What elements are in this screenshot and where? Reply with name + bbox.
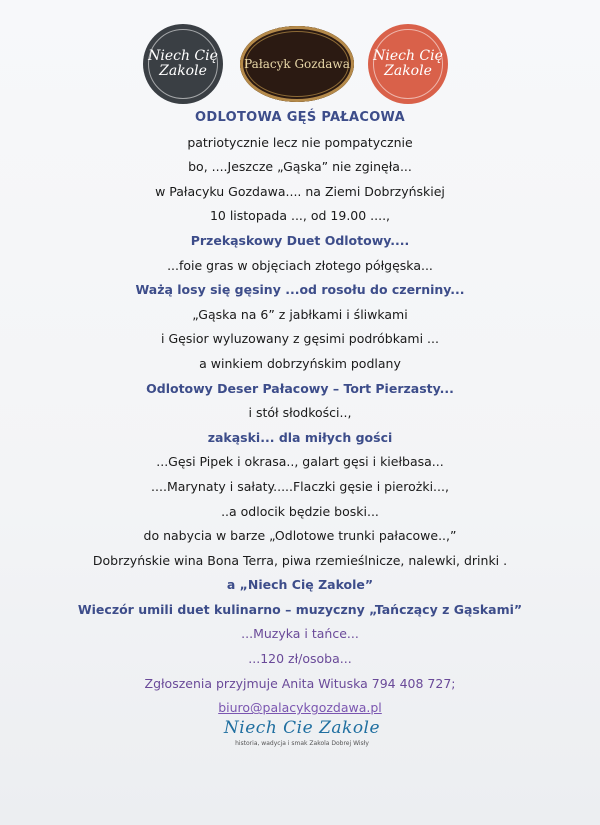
text-line: w Pałacyku Gozdawa.... na Ziemi Dobrzyńskiej — [155, 183, 445, 199]
logo-row — [0, 22, 600, 104]
menu-text — [0, 106, 600, 721]
section-heading: Przekąskowy Duet Odlotowy.... — [190, 232, 410, 248]
text-line: 10 listopada ..., od 19.00 ...., — [209, 208, 391, 224]
text-line: ...Gęsi Pipek i okrasa.., galart gęsi i kiełbasa... — [156, 454, 444, 470]
text-line: patriotycznie lecz nie pompatycznie — [187, 134, 413, 150]
section-heading: zakąski... dla miłych gości — [207, 429, 393, 445]
text-line: do nabycia w barze „Odlotowe trunki pałacowe..,” — [143, 528, 457, 544]
text-line: ...foie gras w objęciach złotego półgęska... — [167, 257, 433, 273]
section-heading: Ważą losy się gęsiny ...od rosołu do czerniny... — [135, 282, 465, 298]
poster-title: ODLOTOWA GĘŚ PAŁACOWA — [195, 110, 405, 125]
text-line: ...120 zł/osoba... — [248, 651, 352, 667]
text-line: ..a odlocik będzie boski... — [221, 503, 379, 519]
niech-cie-zakole-badge-dark — [143, 24, 223, 104]
niech-cie-zakole-badge-red — [368, 24, 448, 104]
section-heading: Odlotowy Deser Pałacowy – Tort Pierzasty... — [146, 380, 454, 396]
text-line: i Gęsior wyluzowany z gęsimi podróbkami ... — [161, 331, 439, 347]
palacyk-gozdawa-logo-text: Pałacyk Gozdawa — [244, 57, 350, 71]
text-line: a winkiem dobrzyńskim podlany — [199, 355, 401, 371]
niech-cie-zakole-footer-logo — [222, 718, 382, 774]
text-line: ....Marynaty i sałaty.....Flaczki gęsie i pierożki..., — [151, 478, 449, 494]
text-line: ...Muzyka i tańce... — [241, 626, 359, 642]
email-link[interactable]: biuro@palacykgozdawa.pl — [218, 700, 382, 716]
text-line: „Gąska na 6” z jabłkami i śliwkami — [192, 306, 408, 322]
badge-right-text: Niech Cię Zakole — [373, 48, 443, 79]
contact-line: Zgłoszenia przyjmuje Anita Wituska 794 408 727; — [144, 675, 456, 691]
text-line: Dobrzyńskie wina Bona Terra, piwa rzemieślnicze, nalewki, drinki . — [92, 552, 508, 568]
text-line: i stół słodkości.., — [248, 405, 352, 421]
footer-logo-text: Niech Cie Zakole — [223, 718, 381, 738]
footer-logo-subtitle: historia, wadycja i smak Zakola Dobrej Wisły — [235, 740, 369, 747]
badge-left-text: Niech Cię Zakole — [148, 48, 218, 79]
palacyk-gozdawa-logo — [240, 26, 354, 102]
text-line: bo, ....Jeszcze „Gąska” nie zginęła... — [188, 159, 412, 175]
section-heading: a „Niech Cię Zakole” — [226, 577, 374, 593]
section-heading: Wieczór umili duet kulinarno – muzyczny „Tańczący z Gąskami” — [77, 601, 523, 617]
